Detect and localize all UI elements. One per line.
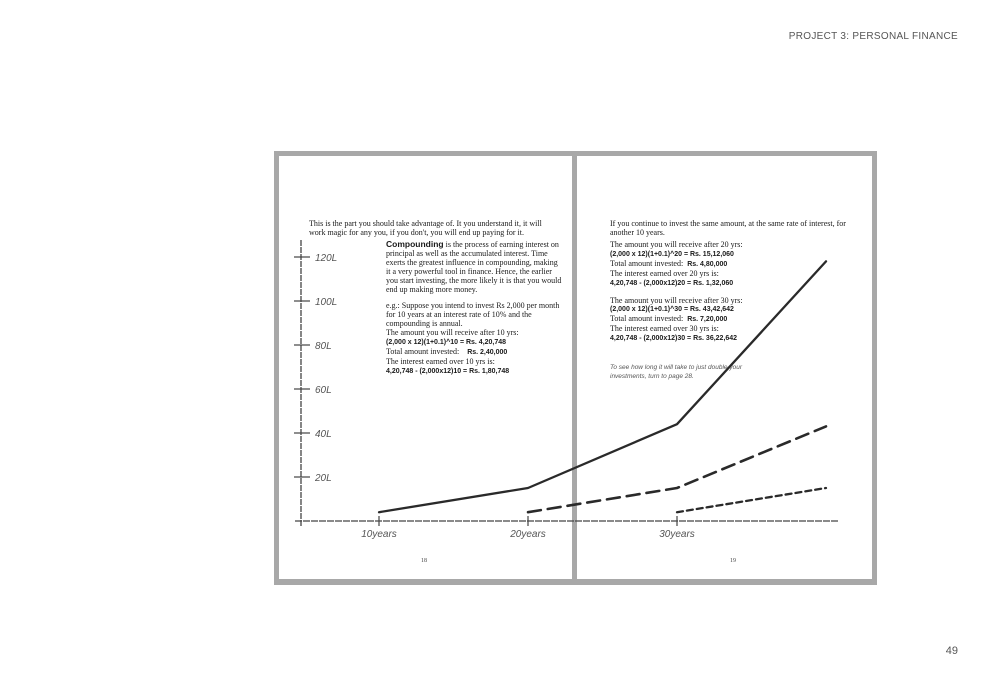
interest-label: The interest earned over 10 yrs is: [386, 356, 495, 366]
compounding-term: Compounding [386, 239, 444, 249]
y-tick-label: 120L [315, 253, 338, 264]
y-tick-label: 80L [315, 341, 332, 352]
r20-label: The amount you will receive after 20 yrs: [610, 240, 743, 249]
left-folio: 18 [421, 558, 427, 564]
r30-invested-label: Total amount invested: [610, 314, 684, 324]
invested-value: Rs. 2,40,000 [467, 348, 508, 356]
r20-calc: (2,000 x 12)(1+0.1)^20 = Rs. 15,12,060 [610, 250, 734, 258]
r20-interest-label: The interest earned over 20 yrs is: [610, 268, 719, 278]
x-tick-label: 10years [361, 529, 397, 540]
r30-invested-value: Rs. 7,20,000 [687, 316, 728, 324]
compounding-text-block [386, 240, 562, 385]
x-tick-label: 20years [510, 529, 546, 540]
book-spread [274, 151, 877, 585]
interest-calc: 4,20,748 - (2,000x12)10 = Rs. 1,80,748 [386, 367, 510, 375]
double-investment-note: To see how long it will take to just double your investments, turn to page 28. [610, 364, 743, 380]
left-page [279, 156, 572, 579]
left-intro-text: This is the part you should take advantage of. It you understand it, it will work magic for any you, if you don't, you will end up paying for it. [309, 219, 542, 238]
right-calc-block [610, 241, 850, 352]
invested-label: Total amount invested: [386, 346, 460, 356]
r30-interest-label: The interest earned over 30 yrs is: [610, 324, 719, 334]
compounding-definition [386, 240, 562, 294]
compounding-def-text: is the process of earning interest on principal as well as the accumulated interest. Time exerts the greatest influence in compounding, making it a very powerful tool in finance. Hence, the earlier you start investing, the more likely it is that you would end up making more money. [386, 240, 562, 294]
running-header: PROJECT 3: PERSONAL FINANCE [788, 31, 958, 42]
r30-paragraph [610, 297, 850, 345]
r30-interest-calc: 4,20,748 - (2,000x12)30 = Rs. 36,22,642 [610, 335, 738, 343]
r20-invested-label: Total amount invested: [610, 258, 684, 268]
example-text: e.g.: Suppose you intend to invest Rs 2,000 per month for 10 years at an interest rate of 10% and the compounding is annual. [386, 301, 560, 329]
r20-paragraph [610, 241, 850, 289]
right-folio: 19 [730, 558, 736, 564]
r20-interest-calc: 4,20,748 - (2,000x12)20 = Rs. 1,32,060 [610, 279, 734, 287]
receive-label: The amount you will receive after 10 yrs: [386, 328, 519, 338]
right-intro-text: If you continue to invest the same amount, at the same rate of interest, for another 10 years. [610, 219, 846, 238]
r20-invested-value: Rs. 4,80,000 [687, 260, 728, 268]
example-paragraph [386, 302, 562, 376]
r30-label: The amount you will receive after 30 yrs: [610, 295, 743, 305]
y-tick-label: 100L [315, 297, 338, 308]
r30-calc: (2,000 x 12)(1+0.1)^30 = Rs. 43,42,642 [610, 306, 734, 314]
y-tick-label: 20L [315, 473, 332, 484]
y-tick-label: 40L [315, 429, 332, 440]
receive-calc: (2,000 x 12)(1+0.1)^10 = Rs. 4,20,748 [386, 339, 507, 347]
x-tick-label: 30years [659, 529, 695, 540]
right-page [577, 156, 872, 579]
page-number: 49 [945, 645, 958, 657]
y-tick-label: 60L [315, 385, 332, 396]
